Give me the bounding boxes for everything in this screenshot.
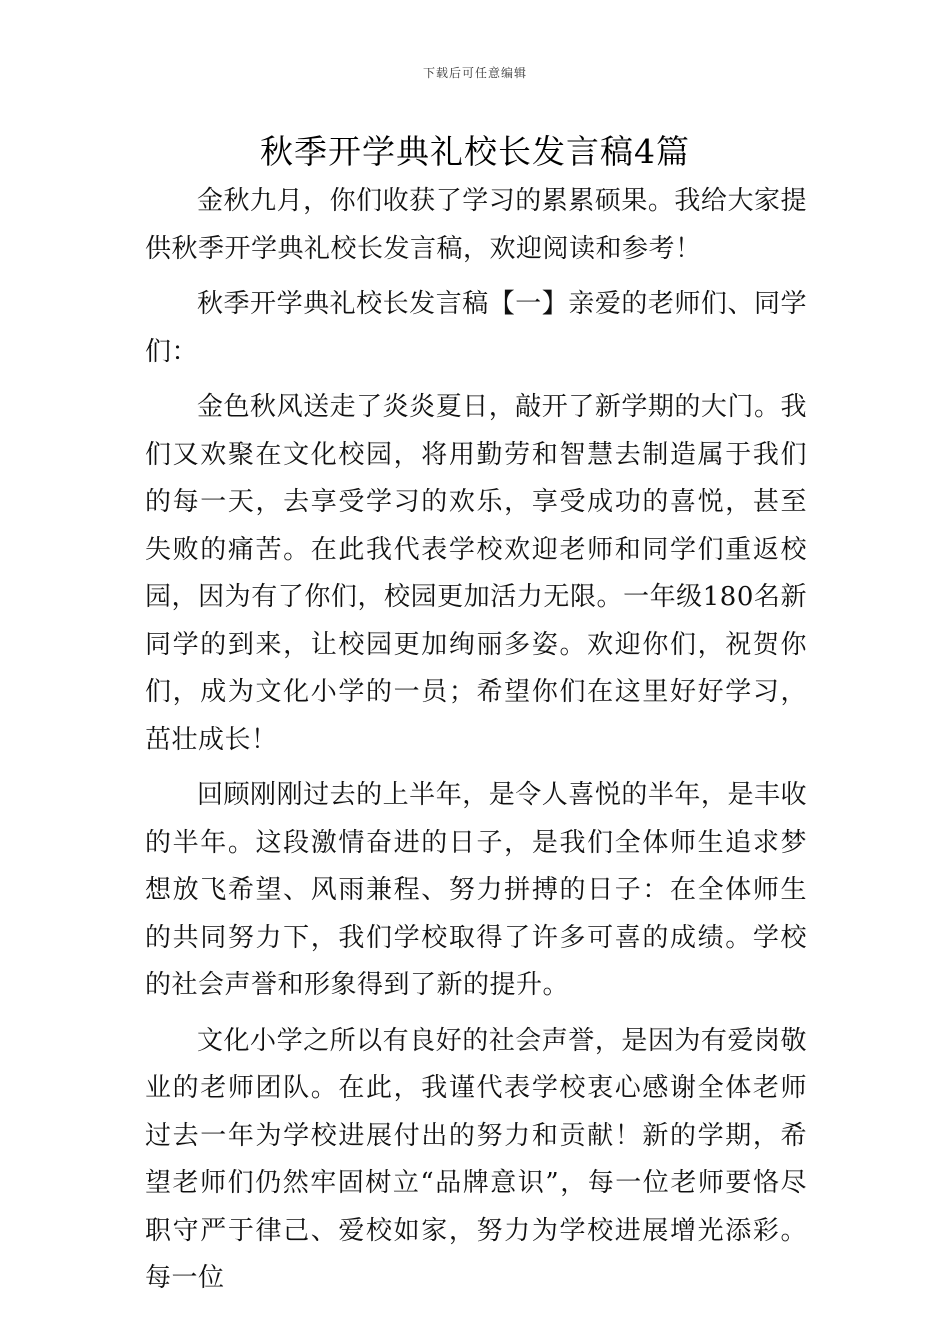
paragraph-teachers: 文化小学之所以有良好的社会声誉，是因为有爱岗敬业的老师团队。在此，我谨代表学校衷心感谢全体老师过去一年为学校进展付出的努力和贡献！新的学期，希望老师们仍然牢固树立“品牌意识”，每一位老师要恪尽职守严于律己、爱校如家，努力为学校进展增光添彩。每一位 (145, 1025, 807, 1293)
page-header-note: 下载后可任意编辑 (422, 66, 527, 80)
paragraph-review: 回顾刚刚过去的上半年，是令人喜悦的半年，是丰收的半年。这段激情奋进的日子，是我们全体师生追求梦想放飞希望、风雨兼程、努力拼搏的日子：在全体师生的共同努力下，我们学校取得了许多可喜的成绩。学校的社会声誉和形象得到了新的提升。 (145, 780, 807, 1000)
paragraph-welcome: 金色秋风送走了炎炎夏日，敲开了新学期的大门。我们又欢聚在文化校园，将用勤劳和智慧去制造属于我们的每一天，去享受学习的欢乐，享受成功的喜悦，甚至失败的痛苦。在此我代表学校欢迎老师和同学们重返校园，因为有了你们，校园更加活力无限。一年级180名新同学的到来，让校园更加绚丽多姿。欢迎你们，祝贺你们，成为文化小学的一员；希望你们在这里好好学习，茁壮成长！ (145, 392, 807, 755)
paragraph-section-heading: 秋季开学典礼校长发言稿【一】亲爱的老师们、同学们： (145, 289, 807, 367)
document-title: 秋季开学典礼校长发言稿4篇 (260, 132, 690, 171)
paragraph-intro: 金秋九月，你们收获了学习的累累硕果。我给大家提供秋季开学典礼校长发言稿，欢迎阅读和参考！ (145, 186, 807, 264)
document-body (145, 178, 807, 1311)
